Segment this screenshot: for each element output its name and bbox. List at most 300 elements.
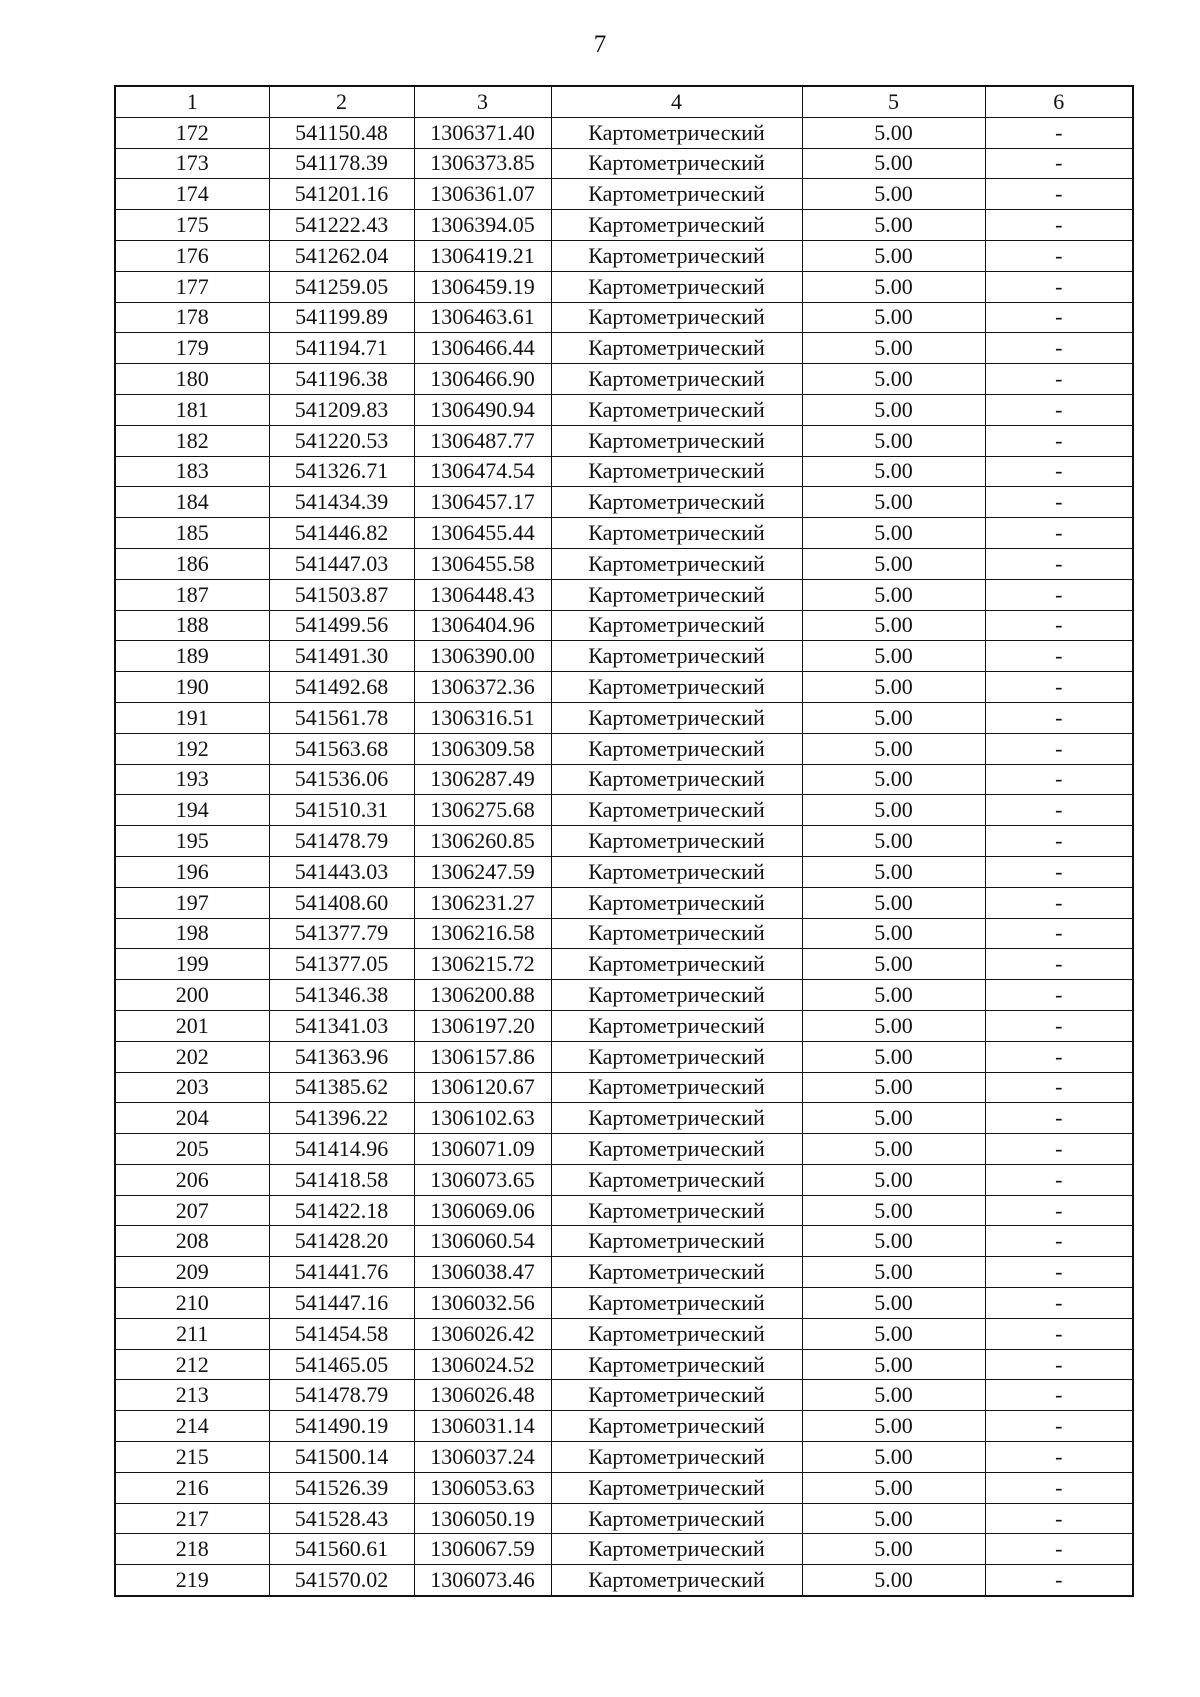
cell-method: Картометрический — [551, 548, 802, 579]
cell-accuracy: 5.00 — [802, 210, 985, 241]
cell-point-number: 182 — [115, 425, 269, 456]
cell-method: Картометрический — [551, 980, 802, 1011]
cell-note: - — [985, 240, 1133, 271]
cell-point-number: 173 — [115, 148, 269, 179]
table-row — [115, 487, 1133, 518]
cell-x-coordinate: 541526.39 — [269, 1472, 414, 1503]
cell-accuracy: 5.00 — [802, 1442, 985, 1473]
cell-note: - — [985, 425, 1133, 456]
cell-note: - — [985, 702, 1133, 733]
cell-x-coordinate: 541262.04 — [269, 240, 414, 271]
cell-method: Картометрический — [551, 271, 802, 302]
cell-accuracy: 5.00 — [802, 1195, 985, 1226]
table-row — [115, 980, 1133, 1011]
cell-note: - — [985, 733, 1133, 764]
table-row — [115, 1503, 1133, 1534]
cell-accuracy: 5.00 — [802, 1226, 985, 1257]
cell-note: - — [985, 1534, 1133, 1565]
table-row — [115, 1041, 1133, 1072]
table-row — [115, 856, 1133, 887]
cell-method: Картометрический — [551, 1380, 802, 1411]
table-row — [115, 548, 1133, 579]
table-row — [115, 333, 1133, 364]
table-row — [115, 240, 1133, 271]
cell-x-coordinate: 541196.38 — [269, 364, 414, 395]
cell-method: Картометрический — [551, 333, 802, 364]
cell-accuracy: 5.00 — [802, 1103, 985, 1134]
cell-note: - — [985, 1318, 1133, 1349]
cell-x-coordinate: 541414.96 — [269, 1134, 414, 1165]
page-number: 7 — [593, 31, 607, 58]
cell-x-coordinate: 541377.79 — [269, 918, 414, 949]
cell-y-coordinate: 1306037.24 — [414, 1442, 551, 1473]
cell-note: - — [985, 518, 1133, 549]
cell-y-coordinate: 1306275.68 — [414, 795, 551, 826]
cell-method: Картометрический — [551, 1318, 802, 1349]
cell-point-number: 195 — [115, 826, 269, 857]
cell-note: - — [985, 826, 1133, 857]
cell-point-number: 206 — [115, 1164, 269, 1195]
cell-note: - — [985, 1134, 1133, 1165]
cell-point-number: 176 — [115, 240, 269, 271]
cell-note: - — [985, 210, 1133, 241]
cell-method: Картометрический — [551, 764, 802, 795]
cell-accuracy: 5.00 — [802, 672, 985, 703]
cell-note: - — [985, 1288, 1133, 1319]
cell-x-coordinate: 541563.68 — [269, 733, 414, 764]
cell-method: Картометрический — [551, 148, 802, 179]
cell-x-coordinate: 541220.53 — [269, 425, 414, 456]
cell-y-coordinate: 1306373.85 — [414, 148, 551, 179]
table-row — [115, 764, 1133, 795]
cell-y-coordinate: 1306459.19 — [414, 271, 551, 302]
cell-point-number: 192 — [115, 733, 269, 764]
header-col-6: 6 — [985, 86, 1133, 117]
cell-method: Картометрический — [551, 240, 802, 271]
table-row — [115, 1134, 1133, 1165]
cell-method: Картометрический — [551, 918, 802, 949]
cell-method: Картометрический — [551, 1010, 802, 1041]
cell-y-coordinate: 1306157.86 — [414, 1041, 551, 1072]
cell-point-number: 216 — [115, 1472, 269, 1503]
cell-point-number: 212 — [115, 1349, 269, 1380]
cell-point-number: 187 — [115, 579, 269, 610]
cell-x-coordinate: 541465.05 — [269, 1349, 414, 1380]
cell-point-number: 181 — [115, 394, 269, 425]
cell-x-coordinate: 541454.58 — [269, 1318, 414, 1349]
cell-point-number: 202 — [115, 1041, 269, 1072]
cell-x-coordinate: 541428.20 — [269, 1226, 414, 1257]
cell-note: - — [985, 302, 1133, 333]
cell-y-coordinate: 1306032.56 — [414, 1288, 551, 1319]
cell-y-coordinate: 1306060.54 — [414, 1226, 551, 1257]
cell-point-number: 179 — [115, 333, 269, 364]
cell-y-coordinate: 1306260.85 — [414, 826, 551, 857]
cell-note: - — [985, 487, 1133, 518]
cell-method: Картометрический — [551, 1226, 802, 1257]
cell-x-coordinate: 541500.14 — [269, 1442, 414, 1473]
cell-x-coordinate: 541201.16 — [269, 179, 414, 210]
cell-point-number: 209 — [115, 1257, 269, 1288]
cell-note: - — [985, 333, 1133, 364]
cell-point-number: 208 — [115, 1226, 269, 1257]
cell-y-coordinate: 1306316.51 — [414, 702, 551, 733]
table-row — [115, 1442, 1133, 1473]
cell-point-number: 219 — [115, 1565, 269, 1596]
cell-method: Картометрический — [551, 1565, 802, 1596]
cell-y-coordinate: 1306069.06 — [414, 1195, 551, 1226]
cell-point-number: 190 — [115, 672, 269, 703]
table-row — [115, 1349, 1133, 1380]
cell-note: - — [985, 148, 1133, 179]
cell-x-coordinate: 541363.96 — [269, 1041, 414, 1072]
cell-x-coordinate: 541478.79 — [269, 1380, 414, 1411]
cell-accuracy: 5.00 — [802, 826, 985, 857]
cell-accuracy: 5.00 — [802, 1288, 985, 1319]
cell-method: Картометрический — [551, 826, 802, 857]
cell-accuracy: 5.00 — [802, 271, 985, 302]
cell-note: - — [985, 579, 1133, 610]
cell-point-number: 201 — [115, 1010, 269, 1041]
table-row — [115, 672, 1133, 703]
cell-note: - — [985, 456, 1133, 487]
table-row — [115, 918, 1133, 949]
table-row — [115, 702, 1133, 733]
table-header-row — [115, 86, 1133, 117]
cell-x-coordinate: 541510.31 — [269, 795, 414, 826]
table-row — [115, 456, 1133, 487]
cell-y-coordinate: 1306466.44 — [414, 333, 551, 364]
cell-method: Картометрический — [551, 1534, 802, 1565]
table-row — [115, 1380, 1133, 1411]
cell-accuracy: 5.00 — [802, 1472, 985, 1503]
cell-point-number: 198 — [115, 918, 269, 949]
cell-x-coordinate: 541443.03 — [269, 856, 414, 887]
table-row — [115, 117, 1133, 148]
cell-method: Картометрический — [551, 1442, 802, 1473]
cell-accuracy: 5.00 — [802, 1257, 985, 1288]
cell-x-coordinate: 541492.68 — [269, 672, 414, 703]
cell-x-coordinate: 541560.61 — [269, 1534, 414, 1565]
cell-note: - — [985, 672, 1133, 703]
cell-x-coordinate: 541222.43 — [269, 210, 414, 241]
header-col-3: 3 — [414, 86, 551, 117]
cell-accuracy: 5.00 — [802, 949, 985, 980]
cell-point-number: 185 — [115, 518, 269, 549]
table-row — [115, 1195, 1133, 1226]
cell-y-coordinate: 1306216.58 — [414, 918, 551, 949]
cell-accuracy: 5.00 — [802, 702, 985, 733]
cell-note: - — [985, 1103, 1133, 1134]
cell-accuracy: 5.00 — [802, 364, 985, 395]
cell-y-coordinate: 1306200.88 — [414, 980, 551, 1011]
cell-y-coordinate: 1306390.00 — [414, 641, 551, 672]
cell-accuracy: 5.00 — [802, 795, 985, 826]
cell-method: Картометрический — [551, 579, 802, 610]
cell-accuracy: 5.00 — [802, 1134, 985, 1165]
table-row — [115, 733, 1133, 764]
cell-point-number: 177 — [115, 271, 269, 302]
cell-method: Картометрический — [551, 302, 802, 333]
table-row — [115, 1226, 1133, 1257]
cell-y-coordinate: 1306361.07 — [414, 179, 551, 210]
cell-method: Картометрический — [551, 518, 802, 549]
cell-x-coordinate: 541446.82 — [269, 518, 414, 549]
cell-point-number: 218 — [115, 1534, 269, 1565]
cell-point-number: 211 — [115, 1318, 269, 1349]
cell-x-coordinate: 541441.76 — [269, 1257, 414, 1288]
cell-point-number: 183 — [115, 456, 269, 487]
cell-x-coordinate: 541434.39 — [269, 487, 414, 518]
cell-x-coordinate: 541478.79 — [269, 826, 414, 857]
cell-point-number: 178 — [115, 302, 269, 333]
table-row — [115, 1565, 1133, 1596]
table-row — [115, 179, 1133, 210]
cell-method: Картометрический — [551, 1349, 802, 1380]
cell-point-number: 186 — [115, 548, 269, 579]
table-row — [115, 518, 1133, 549]
cell-point-number: 200 — [115, 980, 269, 1011]
cell-point-number: 204 — [115, 1103, 269, 1134]
cell-method: Картометрический — [551, 364, 802, 395]
table-row — [115, 826, 1133, 857]
cell-y-coordinate: 1306372.36 — [414, 672, 551, 703]
cell-accuracy: 5.00 — [802, 641, 985, 672]
cell-point-number: 174 — [115, 179, 269, 210]
cell-note: - — [985, 641, 1133, 672]
cell-y-coordinate: 1306287.49 — [414, 764, 551, 795]
table-row — [115, 795, 1133, 826]
table-row — [115, 210, 1133, 241]
cell-note: - — [985, 918, 1133, 949]
cell-method: Картометрический — [551, 1257, 802, 1288]
cell-x-coordinate: 541447.03 — [269, 548, 414, 579]
cell-method: Картометрический — [551, 1041, 802, 1072]
cell-y-coordinate: 1306490.94 — [414, 394, 551, 425]
cell-y-coordinate: 1306247.59 — [414, 856, 551, 887]
cell-method: Картометрический — [551, 949, 802, 980]
cell-y-coordinate: 1306102.63 — [414, 1103, 551, 1134]
cell-accuracy: 5.00 — [802, 1534, 985, 1565]
cell-point-number: 205 — [115, 1134, 269, 1165]
cell-point-number: 197 — [115, 887, 269, 918]
table-row — [115, 1164, 1133, 1195]
cell-x-coordinate: 541418.58 — [269, 1164, 414, 1195]
cell-x-coordinate: 541341.03 — [269, 1010, 414, 1041]
cell-accuracy: 5.00 — [802, 1565, 985, 1596]
cell-note: - — [985, 271, 1133, 302]
cell-note: - — [985, 764, 1133, 795]
cell-point-number: 214 — [115, 1411, 269, 1442]
cell-method: Картометрический — [551, 425, 802, 456]
table-row — [115, 148, 1133, 179]
cell-y-coordinate: 1306404.96 — [414, 610, 551, 641]
cell-x-coordinate: 541499.56 — [269, 610, 414, 641]
table-row — [115, 1257, 1133, 1288]
cell-method: Картометрический — [551, 394, 802, 425]
cell-note: - — [985, 179, 1133, 210]
cell-method: Картометрический — [551, 733, 802, 764]
cell-note: - — [985, 1380, 1133, 1411]
cell-method: Картометрический — [551, 795, 802, 826]
cell-accuracy: 5.00 — [802, 1349, 985, 1380]
cell-x-coordinate: 541326.71 — [269, 456, 414, 487]
cell-accuracy: 5.00 — [802, 425, 985, 456]
cell-point-number: 184 — [115, 487, 269, 518]
cell-method: Картометрический — [551, 1472, 802, 1503]
cell-y-coordinate: 1306448.43 — [414, 579, 551, 610]
cell-y-coordinate: 1306466.90 — [414, 364, 551, 395]
cell-point-number: 193 — [115, 764, 269, 795]
cell-accuracy: 5.00 — [802, 487, 985, 518]
header-col-2: 2 — [269, 86, 414, 117]
cell-method: Картометрический — [551, 610, 802, 641]
cell-y-coordinate: 1306053.63 — [414, 1472, 551, 1503]
cell-x-coordinate: 541385.62 — [269, 1072, 414, 1103]
cell-method: Картометрический — [551, 1411, 802, 1442]
table-row — [115, 1072, 1133, 1103]
cell-note: - — [985, 1472, 1133, 1503]
cell-y-coordinate: 1306371.40 — [414, 117, 551, 148]
cell-accuracy: 5.00 — [802, 610, 985, 641]
cell-y-coordinate: 1306455.58 — [414, 548, 551, 579]
cell-point-number: 207 — [115, 1195, 269, 1226]
cell-y-coordinate: 1306050.19 — [414, 1503, 551, 1534]
cell-accuracy: 5.00 — [802, 333, 985, 364]
cell-x-coordinate: 541346.38 — [269, 980, 414, 1011]
cell-accuracy: 5.00 — [802, 240, 985, 271]
cell-point-number: 196 — [115, 856, 269, 887]
cell-method: Картометрический — [551, 1103, 802, 1134]
cell-y-coordinate: 1306215.72 — [414, 949, 551, 980]
cell-method: Картометрический — [551, 456, 802, 487]
cell-point-number: 189 — [115, 641, 269, 672]
header-col-5: 5 — [802, 86, 985, 117]
cell-y-coordinate: 1306024.52 — [414, 1349, 551, 1380]
cell-y-coordinate: 1306419.21 — [414, 240, 551, 271]
cell-accuracy: 5.00 — [802, 856, 985, 887]
cell-note: - — [985, 856, 1133, 887]
cell-method: Картометрический — [551, 672, 802, 703]
cell-note: - — [985, 1041, 1133, 1072]
cell-note: - — [985, 1195, 1133, 1226]
table-row — [115, 425, 1133, 456]
cell-note: - — [985, 1072, 1133, 1103]
cell-accuracy: 5.00 — [802, 1164, 985, 1195]
cell-x-coordinate: 541150.48 — [269, 117, 414, 148]
cell-y-coordinate: 1306038.47 — [414, 1257, 551, 1288]
table-row — [115, 1318, 1133, 1349]
table-row — [115, 887, 1133, 918]
cell-y-coordinate: 1306073.65 — [414, 1164, 551, 1195]
cell-x-coordinate: 541491.30 — [269, 641, 414, 672]
cell-note: - — [985, 1442, 1133, 1473]
cell-x-coordinate: 541447.16 — [269, 1288, 414, 1319]
table-row — [115, 610, 1133, 641]
cell-method: Картометрический — [551, 117, 802, 148]
cell-x-coordinate: 541209.83 — [269, 394, 414, 425]
cell-y-coordinate: 1306031.14 — [414, 1411, 551, 1442]
cell-method: Картометрический — [551, 179, 802, 210]
cell-method: Картометрический — [551, 487, 802, 518]
cell-x-coordinate: 541194.71 — [269, 333, 414, 364]
cell-x-coordinate: 541408.60 — [269, 887, 414, 918]
cell-y-coordinate: 1306073.46 — [414, 1565, 551, 1596]
cell-method: Картометрический — [551, 856, 802, 887]
cell-method: Картометрический — [551, 1164, 802, 1195]
cell-accuracy: 5.00 — [802, 148, 985, 179]
cell-method: Картометрический — [551, 887, 802, 918]
table-row — [115, 1010, 1133, 1041]
cell-note: - — [985, 795, 1133, 826]
cell-note: - — [985, 1411, 1133, 1442]
cell-note: - — [985, 610, 1133, 641]
cell-y-coordinate: 1306071.09 — [414, 1134, 551, 1165]
cell-accuracy: 5.00 — [802, 1411, 985, 1442]
table-row — [115, 1103, 1133, 1134]
table-row — [115, 271, 1133, 302]
cell-accuracy: 5.00 — [802, 518, 985, 549]
cell-accuracy: 5.00 — [802, 980, 985, 1011]
cell-note: - — [985, 394, 1133, 425]
cell-method: Картометрический — [551, 210, 802, 241]
table-row — [115, 302, 1133, 333]
cell-y-coordinate: 1306231.27 — [414, 887, 551, 918]
header-col-1: 1 — [115, 86, 269, 117]
cell-x-coordinate: 541561.78 — [269, 702, 414, 733]
table-row — [115, 364, 1133, 395]
cell-y-coordinate: 1306455.44 — [414, 518, 551, 549]
cell-accuracy: 5.00 — [802, 179, 985, 210]
cell-x-coordinate: 541422.18 — [269, 1195, 414, 1226]
header-col-4: 4 — [551, 86, 802, 117]
cell-point-number: 203 — [115, 1072, 269, 1103]
cell-point-number: 210 — [115, 1288, 269, 1319]
cell-accuracy: 5.00 — [802, 1380, 985, 1411]
cell-y-coordinate: 1306026.48 — [414, 1380, 551, 1411]
cell-point-number: 191 — [115, 702, 269, 733]
cell-accuracy: 5.00 — [802, 733, 985, 764]
cell-x-coordinate: 541528.43 — [269, 1503, 414, 1534]
cell-y-coordinate: 1306463.61 — [414, 302, 551, 333]
table-row — [115, 949, 1133, 980]
cell-note: - — [985, 1503, 1133, 1534]
cell-x-coordinate: 541570.02 — [269, 1565, 414, 1596]
cell-note: - — [985, 887, 1133, 918]
cell-point-number: 180 — [115, 364, 269, 395]
cell-accuracy: 5.00 — [802, 579, 985, 610]
cell-note: - — [985, 364, 1133, 395]
cell-point-number: 215 — [115, 1442, 269, 1473]
cell-x-coordinate: 541503.87 — [269, 579, 414, 610]
cell-x-coordinate: 541396.22 — [269, 1103, 414, 1134]
cell-note: - — [985, 1257, 1133, 1288]
cell-y-coordinate: 1306309.58 — [414, 733, 551, 764]
cell-accuracy: 5.00 — [802, 1072, 985, 1103]
cell-point-number: 213 — [115, 1380, 269, 1411]
cell-y-coordinate: 1306394.05 — [414, 210, 551, 241]
cell-x-coordinate: 541259.05 — [269, 271, 414, 302]
cell-y-coordinate: 1306474.54 — [414, 456, 551, 487]
cell-y-coordinate: 1306487.77 — [414, 425, 551, 456]
cell-accuracy: 5.00 — [802, 918, 985, 949]
cell-note: - — [985, 980, 1133, 1011]
cell-method: Картометрический — [551, 641, 802, 672]
cell-note: - — [985, 548, 1133, 579]
cell-method: Картометрический — [551, 1072, 802, 1103]
cell-accuracy: 5.00 — [802, 117, 985, 148]
table-row — [115, 1411, 1133, 1442]
